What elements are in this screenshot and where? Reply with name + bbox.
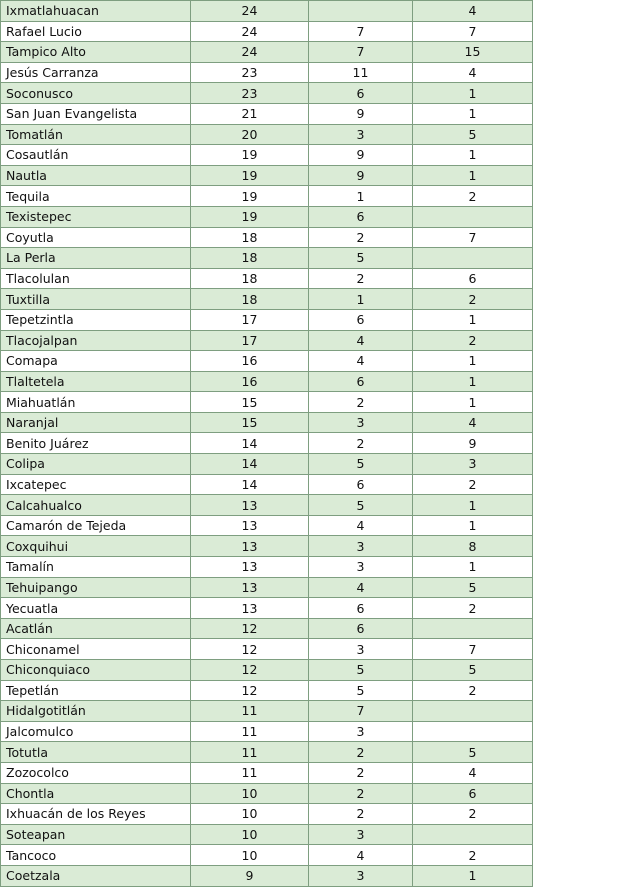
table-row	[1, 42, 533, 63]
value-col-2-cell: 3	[309, 824, 413, 845]
value-col-2-cell: 2	[309, 762, 413, 783]
value-col-1-cell: 12	[191, 680, 309, 701]
value-col-3-cell: 7	[413, 227, 533, 248]
value-col-3-cell: 2	[413, 845, 533, 866]
municipality-cell: Hidalgotitlán	[1, 701, 191, 722]
municipality-cell: Colipa	[1, 454, 191, 475]
value-col-2-cell: 3	[309, 721, 413, 742]
value-col-1-cell: 11	[191, 701, 309, 722]
value-col-1-cell: 11	[191, 762, 309, 783]
municipality-cell: Miahuatlán	[1, 392, 191, 413]
value-col-2-cell: 6	[309, 618, 413, 639]
value-col-1-cell: 19	[191, 145, 309, 166]
value-col-2-cell: 6	[309, 206, 413, 227]
value-col-3-cell: 7	[413, 639, 533, 660]
table-row	[1, 330, 533, 351]
value-col-3-cell: 1	[413, 103, 533, 124]
value-col-1-cell: 15	[191, 392, 309, 413]
value-col-2-cell: 1	[309, 289, 413, 310]
municipality-cell: Soteapan	[1, 824, 191, 845]
value-col-3-cell: 1	[413, 392, 533, 413]
municipality-cell: Tamalín	[1, 557, 191, 578]
value-col-3-cell	[413, 248, 533, 269]
municipality-cell: Tlacolulan	[1, 268, 191, 289]
value-col-2-cell: 2	[309, 227, 413, 248]
table-row	[1, 21, 533, 42]
value-col-3-cell: 2	[413, 330, 533, 351]
value-col-2-cell: 2	[309, 433, 413, 454]
value-col-3-cell: 5	[413, 124, 533, 145]
value-col-1-cell: 13	[191, 515, 309, 536]
value-col-1-cell: 21	[191, 103, 309, 124]
municipality-cell: Chiconquiaco	[1, 660, 191, 681]
table-row	[1, 433, 533, 454]
value-col-2-cell: 3	[309, 865, 413, 886]
table-row	[1, 351, 533, 372]
table-row	[1, 824, 533, 845]
table-row	[1, 721, 533, 742]
municipality-cell: Comapa	[1, 351, 191, 372]
table-row	[1, 103, 533, 124]
municipality-cell: Jalcomulco	[1, 721, 191, 742]
value-col-2-cell: 4	[309, 845, 413, 866]
municipality-cell: Tehuipango	[1, 577, 191, 598]
value-col-2-cell: 5	[309, 454, 413, 475]
value-col-2-cell: 4	[309, 515, 413, 536]
value-col-3-cell: 15	[413, 42, 533, 63]
value-col-3-cell: 6	[413, 783, 533, 804]
value-col-1-cell: 20	[191, 124, 309, 145]
value-col-3-cell: 2	[413, 186, 533, 207]
table-body	[1, 1, 533, 887]
municipality-cell: La Perla	[1, 248, 191, 269]
value-col-1-cell: 13	[191, 495, 309, 516]
value-col-2-cell: 3	[309, 639, 413, 660]
value-col-2-cell: 4	[309, 351, 413, 372]
value-col-2-cell: 11	[309, 62, 413, 83]
value-col-3-cell: 6	[413, 268, 533, 289]
table-row	[1, 62, 533, 83]
table-row	[1, 83, 533, 104]
table-row	[1, 495, 533, 516]
table-row	[1, 742, 533, 763]
value-col-2-cell: 3	[309, 412, 413, 433]
value-col-3-cell: 1	[413, 371, 533, 392]
municipality-cell: Totutla	[1, 742, 191, 763]
table-row	[1, 515, 533, 536]
value-col-2-cell: 3	[309, 124, 413, 145]
value-col-1-cell: 14	[191, 433, 309, 454]
table-row	[1, 618, 533, 639]
value-col-1-cell: 23	[191, 83, 309, 104]
value-col-1-cell: 10	[191, 845, 309, 866]
municipality-cell: Tomatlán	[1, 124, 191, 145]
value-col-1-cell: 13	[191, 557, 309, 578]
municipality-cell: Chiconamel	[1, 639, 191, 660]
value-col-1-cell: 11	[191, 721, 309, 742]
value-col-2-cell: 3	[309, 557, 413, 578]
value-col-3-cell: 5	[413, 660, 533, 681]
value-col-2-cell: 2	[309, 783, 413, 804]
table-row	[1, 598, 533, 619]
value-col-2-cell: 6	[309, 309, 413, 330]
value-col-2-cell: 6	[309, 371, 413, 392]
value-col-3-cell: 2	[413, 804, 533, 825]
municipality-cell: Tlaltetela	[1, 371, 191, 392]
value-col-3-cell: 7	[413, 21, 533, 42]
value-col-3-cell: 8	[413, 536, 533, 557]
municipality-cell: Camarón de Tejeda	[1, 515, 191, 536]
municipality-cell: Tequila	[1, 186, 191, 207]
value-col-1-cell: 24	[191, 21, 309, 42]
value-col-2-cell: 2	[309, 268, 413, 289]
municipality-cell: Cosautlán	[1, 145, 191, 166]
value-col-3-cell: 2	[413, 289, 533, 310]
value-col-3-cell: 2	[413, 474, 533, 495]
value-col-2-cell: 4	[309, 577, 413, 598]
table-row	[1, 206, 533, 227]
table-row	[1, 639, 533, 660]
value-col-2-cell: 6	[309, 83, 413, 104]
value-col-2-cell: 2	[309, 804, 413, 825]
value-col-3-cell: 4	[413, 762, 533, 783]
value-col-2-cell: 6	[309, 474, 413, 495]
municipality-cell: Yecuatla	[1, 598, 191, 619]
table-row	[1, 865, 533, 886]
value-col-2-cell: 9	[309, 103, 413, 124]
table-row	[1, 701, 533, 722]
table-row	[1, 186, 533, 207]
value-col-3-cell: 1	[413, 309, 533, 330]
municipality-cell: Tepetlán	[1, 680, 191, 701]
value-col-3-cell	[413, 824, 533, 845]
table-row	[1, 474, 533, 495]
table-row	[1, 165, 533, 186]
table-row	[1, 412, 533, 433]
municipality-cell: Zozocolco	[1, 762, 191, 783]
value-col-3-cell: 2	[413, 680, 533, 701]
value-col-2-cell: 5	[309, 248, 413, 269]
table-row	[1, 1, 533, 22]
value-col-3-cell: 4	[413, 62, 533, 83]
value-col-1-cell: 13	[191, 536, 309, 557]
value-col-1-cell: 18	[191, 289, 309, 310]
municipality-cell: Ixhuacán de los Reyes	[1, 804, 191, 825]
value-col-3-cell: 4	[413, 1, 533, 22]
value-col-2-cell: 2	[309, 392, 413, 413]
table-row	[1, 124, 533, 145]
municipality-cell: Nautla	[1, 165, 191, 186]
value-col-3-cell: 1	[413, 145, 533, 166]
value-col-3-cell: 1	[413, 557, 533, 578]
municipality-cell: Coxquihui	[1, 536, 191, 557]
value-col-3-cell	[413, 701, 533, 722]
municipality-cell: Benito Juárez	[1, 433, 191, 454]
municipality-cell: Ixcatepec	[1, 474, 191, 495]
municipality-cell: Coetzala	[1, 865, 191, 886]
value-col-2-cell: 1	[309, 186, 413, 207]
value-col-3-cell: 9	[413, 433, 533, 454]
value-col-2-cell: 4	[309, 330, 413, 351]
value-col-1-cell: 13	[191, 598, 309, 619]
table-row	[1, 557, 533, 578]
value-col-1-cell: 18	[191, 268, 309, 289]
municipality-cell: Soconusco	[1, 83, 191, 104]
value-col-2-cell: 3	[309, 536, 413, 557]
value-col-2-cell: 2	[309, 742, 413, 763]
value-col-1-cell: 16	[191, 371, 309, 392]
value-col-1-cell: 18	[191, 227, 309, 248]
value-col-3-cell: 1	[413, 515, 533, 536]
value-col-3-cell: 1	[413, 865, 533, 886]
value-col-1-cell: 23	[191, 62, 309, 83]
value-col-1-cell: 19	[191, 206, 309, 227]
table-row	[1, 248, 533, 269]
municipality-cell: Chontla	[1, 783, 191, 804]
municipality-cell: Naranjal	[1, 412, 191, 433]
value-col-1-cell: 11	[191, 742, 309, 763]
municipality-cell: Tuxtilla	[1, 289, 191, 310]
value-col-1-cell: 17	[191, 309, 309, 330]
value-col-1-cell: 10	[191, 783, 309, 804]
municipality-cell: Rafael Lucio	[1, 21, 191, 42]
value-col-3-cell: 1	[413, 83, 533, 104]
value-col-3-cell: 2	[413, 598, 533, 619]
value-col-1-cell: 19	[191, 186, 309, 207]
municipality-cell: Ixmatlahuacan	[1, 1, 191, 22]
table-row	[1, 845, 533, 866]
municipality-cell: Tancoco	[1, 845, 191, 866]
value-col-1-cell: 24	[191, 1, 309, 22]
value-col-1-cell: 12	[191, 639, 309, 660]
table-row	[1, 227, 533, 248]
municipality-cell: Tepetzintla	[1, 309, 191, 330]
table-row	[1, 454, 533, 475]
municipality-cell: Jesús Carranza	[1, 62, 191, 83]
value-col-1-cell: 10	[191, 824, 309, 845]
table-row	[1, 680, 533, 701]
table-row	[1, 660, 533, 681]
table-row	[1, 783, 533, 804]
table-row	[1, 392, 533, 413]
value-col-1-cell: 12	[191, 618, 309, 639]
value-col-3-cell: 5	[413, 742, 533, 763]
municipality-cell: Tlacojalpan	[1, 330, 191, 351]
value-col-1-cell: 13	[191, 577, 309, 598]
table-row	[1, 762, 533, 783]
table-row	[1, 371, 533, 392]
value-col-3-cell: 1	[413, 165, 533, 186]
value-col-2-cell: 7	[309, 21, 413, 42]
value-col-1-cell: 16	[191, 351, 309, 372]
value-col-1-cell: 10	[191, 804, 309, 825]
value-col-2-cell: 5	[309, 680, 413, 701]
value-col-2-cell: 5	[309, 495, 413, 516]
value-col-1-cell: 17	[191, 330, 309, 351]
value-col-1-cell: 9	[191, 865, 309, 886]
municipality-cell: Calcahualco	[1, 495, 191, 516]
value-col-1-cell: 24	[191, 42, 309, 63]
value-col-2-cell: 7	[309, 42, 413, 63]
value-col-2-cell: 7	[309, 701, 413, 722]
table-row	[1, 536, 533, 557]
value-col-2-cell: 9	[309, 145, 413, 166]
value-col-3-cell: 1	[413, 495, 533, 516]
table-row	[1, 577, 533, 598]
value-col-3-cell: 4	[413, 412, 533, 433]
value-col-1-cell: 18	[191, 248, 309, 269]
value-col-1-cell: 12	[191, 660, 309, 681]
value-col-3-cell	[413, 721, 533, 742]
value-col-1-cell: 14	[191, 474, 309, 495]
table-row	[1, 289, 533, 310]
value-col-1-cell: 15	[191, 412, 309, 433]
value-col-2-cell: 5	[309, 660, 413, 681]
value-col-2-cell: 9	[309, 165, 413, 186]
municipality-cell: San Juan Evangelista	[1, 103, 191, 124]
value-col-3-cell: 5	[413, 577, 533, 598]
value-col-2-cell	[309, 1, 413, 22]
municipality-cell: Coyutla	[1, 227, 191, 248]
municipality-cell: Tampico Alto	[1, 42, 191, 63]
value-col-2-cell: 6	[309, 598, 413, 619]
value-col-1-cell: 14	[191, 454, 309, 475]
value-col-1-cell: 19	[191, 165, 309, 186]
value-col-3-cell	[413, 206, 533, 227]
municipality-cell: Acatlán	[1, 618, 191, 639]
table-row	[1, 804, 533, 825]
table-row	[1, 145, 533, 166]
value-col-3-cell: 1	[413, 351, 533, 372]
municipality-cell: Texistepec	[1, 206, 191, 227]
value-col-3-cell: 3	[413, 454, 533, 475]
table-row	[1, 268, 533, 289]
table-row	[1, 309, 533, 330]
value-col-3-cell	[413, 618, 533, 639]
